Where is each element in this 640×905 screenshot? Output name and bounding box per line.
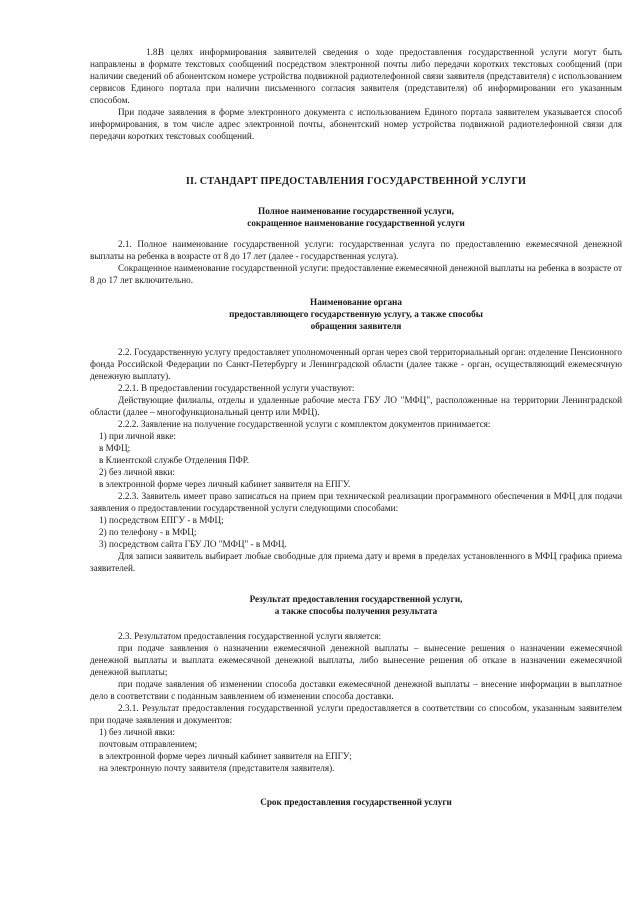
section-1-8 [90,46,622,142]
clause-number: 1.8. [146,47,160,57]
heading-line: Результат предоставления государственной услуги, [249,594,463,604]
paragraph-2-3-delivery-change: при подаче заявления об изменении способа доставки ежемесячной денежной выплаты – внесение информации в выплатное дело в соответствии с поданным заявлением об изменении способа доставки. [90,679,622,701]
heading-authority [90,296,622,332]
heading-line: обращения заявителя [310,321,402,331]
paragraph-2-1: 2.1. Полное наименование государственной услуги: государственная услуга по предоставлению ежемесячной денежной выплаты на ребенка в возрасте от 8 до 17 лет (далее - государственная услуга). [90,239,622,261]
paragraph-2-3-assignment: при подаче заявления о назначении ежемесячной денежной выплаты – вынесение решения о назначении ежемесячной денежной выплаты и выплата ежемесячной денежной выплаты, либо вынесение решения об отказе в назначении ежемесячной денежной выплаты; [90,643,622,677]
paragraph-2-3: 2.3. Результатом предоставления государственной услуги является: [118,631,382,641]
paragraph-2-2-1-participants: Действующие филиалы, отделы и удаленные рабочие места ГБУ ЛО "МФЦ", расположенные на территории Ленинградской области (далее – многофункциональный центр или МФЦ). [90,395,622,417]
paragraph-2-2-3: 2.2.3. Заявитель имеет право записаться на прием при технической реализации программного обеспечения в МФЦ для подачи заявления о предоставлении государственной услуги следующими способами: [90,491,622,513]
heading-line: Наименование органа [310,297,402,307]
heading-line: а также способы получения результата [274,606,438,616]
list-item: 1) при личной явке: [99,431,176,441]
list-item: 1) без личной явки: [99,727,175,737]
list-item: в Клиентской службе Отделения ПФР. [99,455,250,465]
list-item: 2) по телефону - в МФЦ; [99,527,197,537]
heading-line: Срок предоставления государственной услуги [260,797,452,807]
section-title: II. СТАНДАРТ ПРЕДОСТАВЛЕНИЯ ГОСУДАРСТВЕННОЙ УСЛУГИ [185,176,527,187]
heading-service-name [90,205,622,229]
paragraph-1-8 [90,46,622,106]
section-2-header [90,176,622,188]
paragraph-2-3-1: 2.3.1. Результат предоставления государственной услуги предоставляется в соответствии со способом, указанным заявителем при подаче заявления и документов: [90,703,622,725]
list-item: 1) посредством ЕПГУ - в МФЦ; [99,515,224,525]
paragraph-2-2-1: 2.2.1. В предоставлении государственной услуги участвуют: [118,383,355,393]
paragraph-1-8-submission: При подаче заявления в форме электронного документа с использованием Единого портала заявителем указывается способ информирования, в том числе адрес электронной почты, абонентский номер устройства подвижной радиотелефонной связи для передачи коротких текстовых сообщений. [90,107,622,141]
heading-result [90,593,622,617]
list-item: в электронной форме через личный кабинет заявителя на ЕПГУ. [99,479,351,489]
heading-line: сокращенное наименование государственной услуги [247,218,465,228]
list-item: 2) без личной явки: [99,467,175,477]
list-item: в МФЦ; [99,443,131,453]
section-2-2 [90,346,622,574]
list-item: в электронной форме через личный кабинет заявителя на ЕПГУ; [99,751,352,761]
list-item: на электронную почту заявителя (представителя заявителя). [99,763,335,773]
paragraph-2-1-short-name: Сокращенное наименование государственной услуги: предоставление ежемесячной денежной выплаты на ребенка в возрасте от 8 до 17 лет включительно. [90,263,622,285]
list-item: 3) посредством сайта ГБУ ЛО "МФЦ" - в МФЦ. [99,539,287,549]
heading-line: предоставляющего государственную услугу, а также способы [229,309,483,319]
paragraph-2-2-3-booking: Для записи заявитель выбирает любые свободные для приема дату и время в пределах установленного в МФЦ графика приема заявителей. [90,551,622,573]
section-2-3 [90,630,622,774]
list-item: почтовым отправлением; [99,739,198,749]
section-2-1 [90,238,622,286]
paragraph-text: В целях информирования заявителей сведения о ходе предоставления государственной услуги могут быть направлены в формате текстовых сообщений посредством электронной почты либо передачи коротких текстовых сообщений (при наличии сведений об абонентском номере устройства подвижной радиотелефонной связи заявителя (представителя) с использованием сервисов Единого портала при наличии письменного согласия заявителя (представителя) об информировании его указанным способом. [90,47,622,105]
heading-line: Полное наименование государственной услуги, [258,206,454,216]
heading-term [90,796,622,808]
paragraph-2-2-2: 2.2.2. Заявление на получение государственной услуги с комплектом документов принимается: [118,419,491,429]
paragraph-2-2: 2.2. Государственную услугу предоставляет уполномоченный орган через свой территориальный орган: отделение Пенсионного фонда Российской Федерации по Санкт-Петербургу и Ленинградской области (далее также - орган, осуществляющий ежемесячную денежную выплату). [90,347,622,381]
